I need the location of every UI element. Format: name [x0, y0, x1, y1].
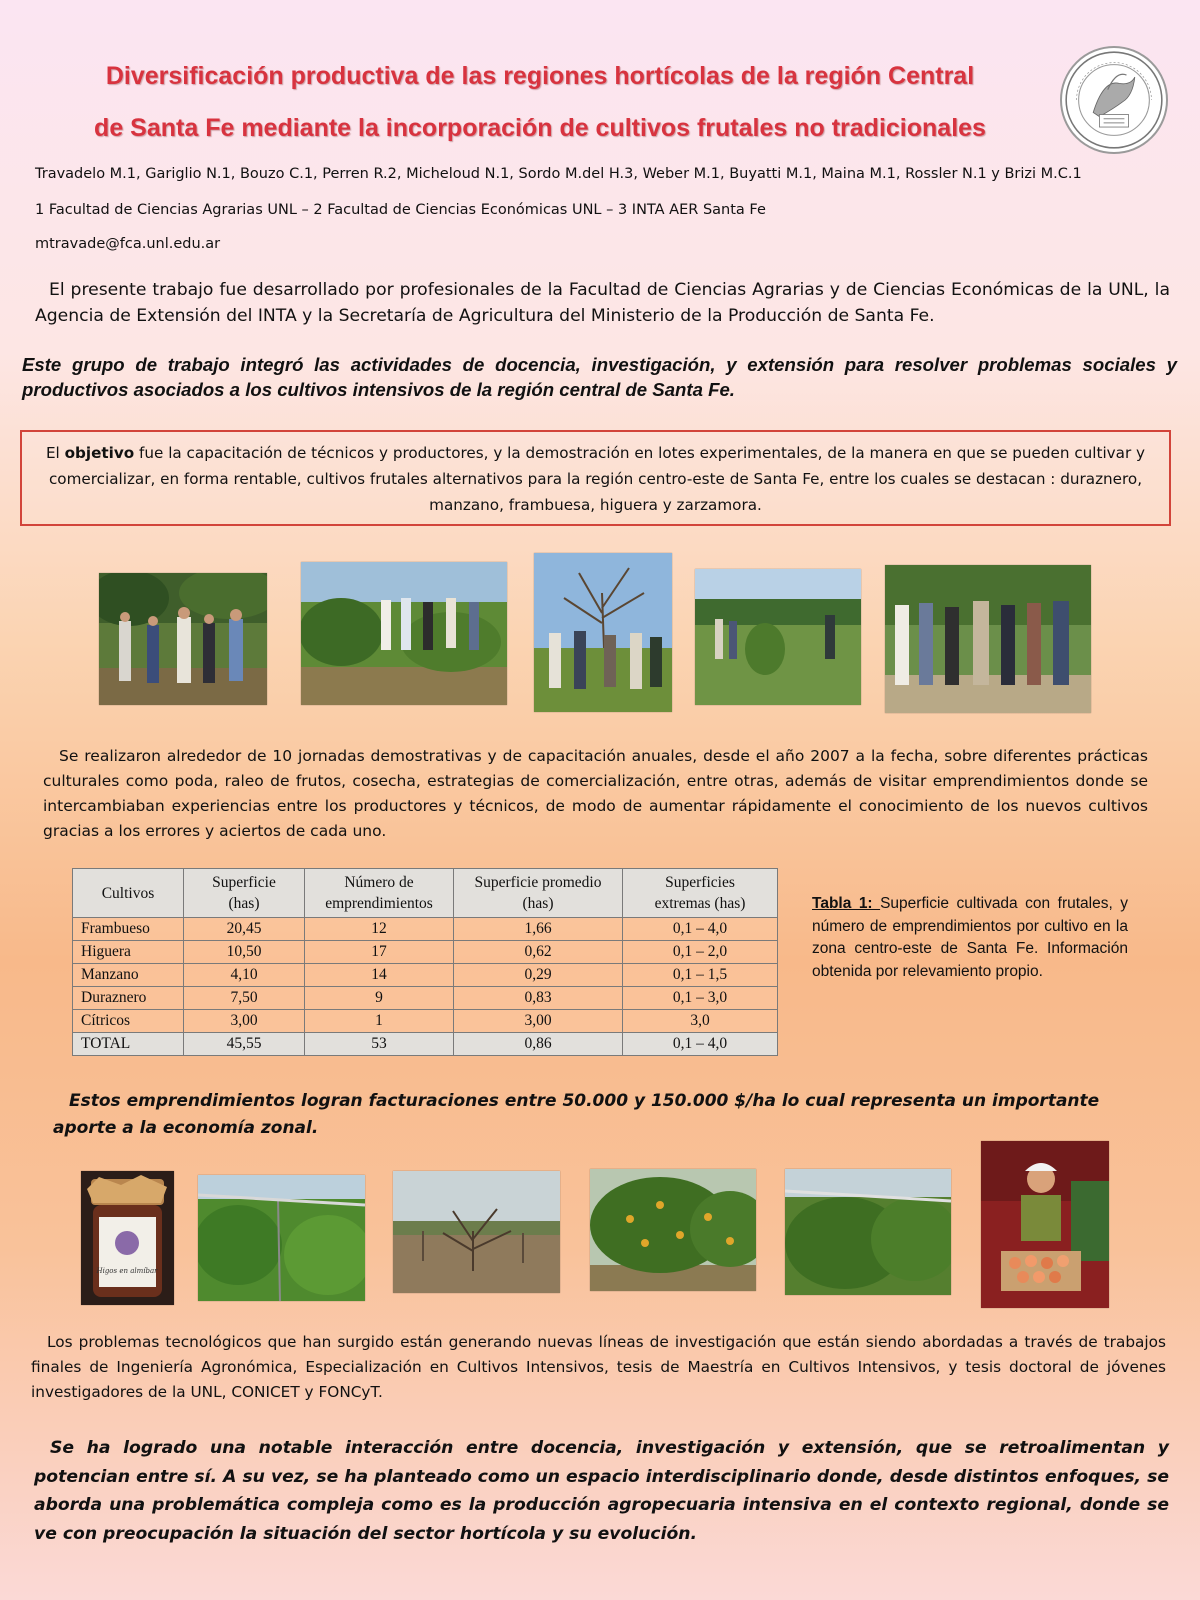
table-cell: 0,86: [454, 1033, 623, 1056]
table-cell: 7,50: [184, 987, 305, 1010]
table-row: [73, 987, 778, 1010]
photo-fig-jam-jar: [81, 1171, 174, 1305]
crop-table: [72, 868, 778, 1056]
jornadas-paragraph: Se realizaron alrededor de 10 jornadas demostrativas y de capacitación anuales, desde el año 2007 a la fecha, sobre diferentes prácticas culturales como poda, raleo de frutos, cosecha, estrategias de comercialización, entre otras, además de visitar emprendimientos donde se intercambiaban experiencias entre los productores y técnicos, de modo de aumentar rápidamente el conocimiento de los nuevos cultivos gracias a los errores y aciertos de cada uno.: [43, 747, 1148, 840]
table-cell: 0,1 – 4,0: [623, 918, 778, 941]
table-cell: 20,45: [184, 918, 305, 941]
table-cell: 53: [305, 1033, 454, 1056]
objective-box: [20, 430, 1171, 526]
objective-prefix: El: [45, 444, 65, 462]
table-cell: 4,10: [184, 964, 305, 987]
photo-jornada-fig-orchard: [301, 562, 507, 705]
table-cell: Higuera: [73, 941, 184, 964]
table-cell: 3,00: [454, 1010, 623, 1033]
affiliations-line: 1 Facultad de Ciencias Agrarias UNL – 2 Facultad de Ciencias Económicas UNL – 3 INTA AER Santa Fe: [35, 202, 766, 218]
title-line-1: Diversificación productiva de las regiones hortícolas de la región Central: [105, 62, 975, 90]
photo-pruned-orchard: [393, 1171, 560, 1293]
group-statement: Este grupo de trabajo integró las actividades de docencia, investigación, y extensión para resolver problemas sociales y productivos asociados a los cultivos intensivos de la región central de Santa Fe.: [22, 354, 1177, 400]
photo-raspberry-rows: [198, 1175, 365, 1301]
table-cell: 0,1 – 4,0: [623, 1033, 778, 1056]
contact-email: mtravade@fca.unl.edu.ar: [35, 236, 221, 252]
authors-line: Travadelo M.1, Gariglio N.1, Bouzo C.1, Perren R.2, Micheloud N.1, Sordo M.del H.3, Weber M.1, Buyatti M.1, Maina M.1, Rossler N.1 y Brizi M.C.1: [35, 166, 1082, 182]
table-header-cell: Superficie (has): [184, 869, 305, 918]
table-header-cell: Superficie promedio (has): [454, 869, 623, 918]
photo-jornada-pruning: [534, 553, 672, 712]
table-row: [73, 941, 778, 964]
photo-jornada-group-2: [885, 565, 1091, 713]
table-cell: 45,55: [184, 1033, 305, 1056]
jar-label: Higos en almíbar: [96, 1267, 158, 1275]
research-lines-paragraph: Los problemas tecnológicos que han surgido están generando nuevas líneas de investigación que están siendo abordadas a través de trabajos finales de Ingeniería Agronómica, Especialización en Cultivos Intensivos, tesis de Maestría en Cultivos Intensivos, y tesis doctoral de jóvenes investigadores de la UNL, CONICET y FONCyT.: [31, 1333, 1166, 1401]
table-cell: 0,83: [454, 987, 623, 1010]
title-line-2: de Santa Fe mediante la incorporación de cultivos frutales no tradicionales: [94, 114, 986, 142]
photo-jornada-group-1: [99, 573, 267, 705]
table-cell: 0,62: [454, 941, 623, 964]
table-cell: Manzano: [73, 964, 184, 987]
objective-text: fue la capacitación de técnicos y productores, y la demostración en lotes experimentales, de la manera en que se pueden cultivar y comercializar, en forma rentable, cultivos frutales alternativos para la región centro-este de Santa Fe, entre los cuales se destacan : duraznero, manzano, frambuesa, higuera y zarzamora.: [48, 444, 1146, 514]
table-cell: 12: [305, 918, 454, 941]
table-cell: 3,00: [184, 1010, 305, 1033]
table-cell: 17: [305, 941, 454, 964]
table-header-cell: Número de emprendimientos: [305, 869, 454, 918]
table-cell: 9: [305, 987, 454, 1010]
photo-fig-shrubs: [785, 1169, 951, 1295]
table-cell: Duraznero: [73, 987, 184, 1010]
table-cell: Cítricos: [73, 1010, 184, 1033]
table-cell: 1: [305, 1010, 454, 1033]
table-row: [73, 918, 778, 941]
table-cell: TOTAL: [73, 1033, 184, 1056]
intro-paragraph: El presente trabajo fue desarrollado por profesionales de la Facultad de Ciencias Agrarias y de Ciencias Económicas de la UNL, la Agencia de Extensión del INTA y la Secretaría de Agricultura del Ministerio de la Producción de Santa Fe.: [35, 280, 1170, 326]
table-total-row: [73, 1033, 778, 1056]
table-cell: 14: [305, 964, 454, 987]
caption-label: Tabla 1:: [812, 895, 881, 912]
table-cell: 0,1 – 1,5: [623, 964, 778, 987]
table-cell: 10,50: [184, 941, 305, 964]
objective-keyword: objetivo: [64, 444, 135, 462]
poster-title: [20, 50, 1060, 154]
table-caption: [812, 893, 1128, 983]
closing-statement: Se ha logrado una notable interacción entre docencia, investigación y extensión, que se retroalimentan y potencian entre sí. A su vez, se ha planteado como un espacio interdisciplinario donde, desde distintos enfoques, se aborda una problemática compleja como es la producción agropecuaria intensiva en el contexto regional, donde se ve con preocupación la situación del sector hortícola y su evolución.: [34, 1438, 1169, 1544]
table-cell: 3,0: [623, 1010, 778, 1033]
table-header-row: [73, 869, 778, 918]
photo-peach-harvest: [981, 1141, 1109, 1308]
table-cell: 0,1 – 3,0: [623, 987, 778, 1010]
revenue-statement: Estos emprendimientos logran facturaciones entre 50.000 y 150.000 $/ha lo cual representa un importante aporte a la economía zonal.: [53, 1091, 1100, 1138]
table-header-cell: Cultivos: [73, 869, 184, 918]
table-cell: 1,66: [454, 918, 623, 941]
photo-jornada-young-trees: [695, 569, 861, 705]
table-row: [73, 1010, 778, 1033]
photo-citrus-tree: [590, 1169, 756, 1291]
table-cell: 0,1 – 2,0: [623, 941, 778, 964]
caption-text: Superficie cultivada con frutales, y número de emprendimientos por cultivo en la zona centro-este de Santa Fe. Información obtenida por relevamiento propio.: [812, 895, 1129, 980]
table-row: [73, 964, 778, 987]
table-header-cell: Superficies extremas (has): [623, 869, 778, 918]
table-cell: 0,29: [454, 964, 623, 987]
university-seal-logo: [1060, 46, 1168, 154]
table-cell: Frambueso: [73, 918, 184, 941]
